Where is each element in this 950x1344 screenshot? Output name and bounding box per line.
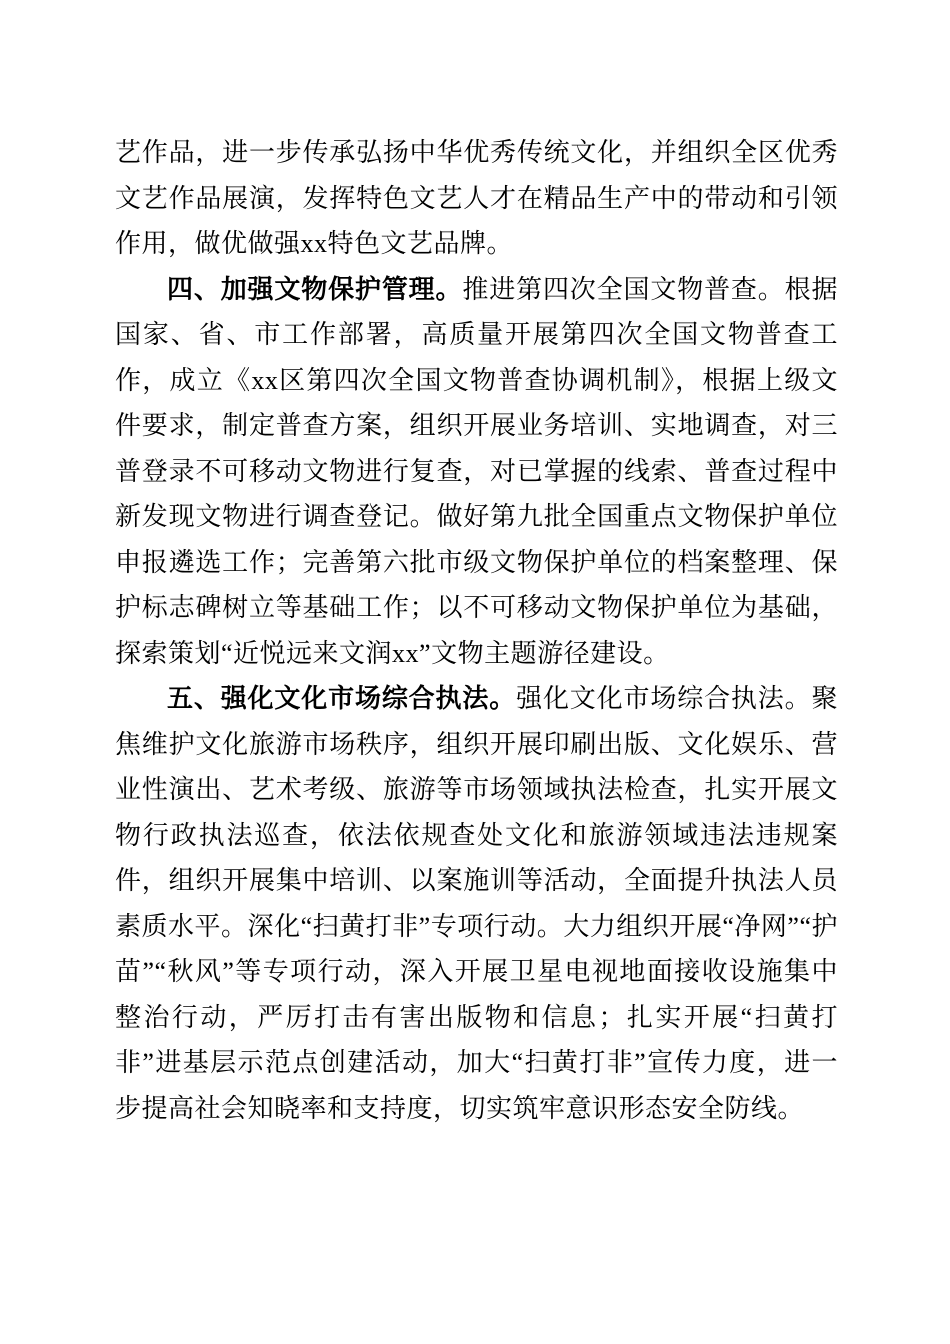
paragraph-heading-run: 四、加强文物保护管理。 <box>167 274 463 304</box>
paragraph-text-run: 推进第四次全国文物普查。根据国家、省、市工作部署，高质量开展第四次全国文物普查工作，成立《xx区第四次全国文物普查协调机制》，根据上级文件要求，制定普查方案，组织开展业务培训、实地调查，对三普登录不可移动文物进行复查，对已掌握的线索、普查过程中新发现文物进行调查登记。做好第九批全国重点文物保护单位申报遴选工作；完善第六批市级文物保护单位的档案整理、保护标志碑树立等基础工作；以不可移动文物保护单位为基础，探索策划“近悦远来文润xx”文物主题游径建设。 <box>115 274 838 668</box>
paragraph <box>115 267 838 677</box>
paragraph-heading-run: 五、强化文化市场综合执法。 <box>167 684 517 713</box>
paragraph <box>115 130 838 267</box>
paragraph <box>115 676 838 1131</box>
paragraph-text-run: 强化文化市场综合执法。聚焦维护文化旅游市场秩序，组织开展印刷出版、文化娱乐、营业性演出、艺术考级、旅游等市场领域执法检查，扎实开展文物行政执法巡查，依法依规查处文化和旅游领域违法违规案件，组织开展集中培训、以案施训等活动，全面提升执法人员素质水平。深化“扫黄打非”专项行动。大力组织开展“净网”“护苗”“秋风”等专项行动，深入开展卫星电视地面接收设施集中整治行动，严厉打击有害出版物和信息；扎实开展“扫黄打非”进基层示范点创建活动，加大“扫黄打非”宣传力度，进一步提高社会知晓率和支持度，切实筑牢意识形态安全防线。 <box>115 684 838 1123</box>
document-content <box>115 130 838 1131</box>
paragraph-text-run: 艺作品，进一步传承弘扬中华优秀传统文化，并组织全区优秀文艺作品展演，发挥特色文艺人才在精品生产中的带动和引领作用，做优做强xx特色文艺品牌。 <box>115 138 838 258</box>
